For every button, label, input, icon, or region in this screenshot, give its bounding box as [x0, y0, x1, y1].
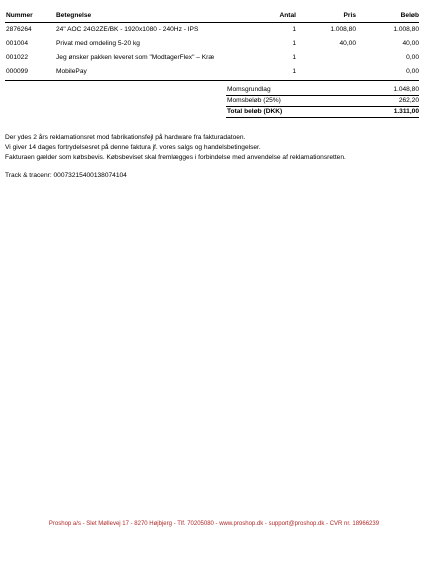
row-amount: 40,00 [402, 40, 419, 47]
row-number: 000099 [6, 68, 29, 75]
table-row [0, 40, 428, 50]
row-number: 2876264 [6, 26, 32, 33]
header-description: Betegnelse [56, 12, 92, 19]
vat-value: 262,20 [398, 97, 419, 104]
row-amount: 0,00 [406, 54, 419, 61]
row-qty: 1 [292, 54, 296, 61]
row-price: 40,00 [339, 40, 356, 47]
subtotal-divider [226, 95, 419, 96]
note-receipt: Fakturaen gælder som købsbevis. Købsbeviset skal fremlægges i forbindelse med anvendelse af reklamationsretten. [5, 154, 346, 161]
row-price: 1.008,80 [330, 26, 356, 33]
row-number: 001022 [6, 54, 29, 61]
row-description: 24" AOC 24G2ZE/BK - 1920x1080 - 240Hz - IPS [56, 26, 199, 33]
table-row [0, 68, 428, 78]
header-divider [5, 22, 419, 23]
subtotal-label: Momsgrundlag [227, 86, 271, 93]
table-row [0, 54, 428, 64]
table-row [0, 26, 428, 36]
vat-divider [226, 106, 419, 107]
subtotal-value: 1.048,80 [393, 86, 419, 93]
header-number: Nummer [6, 12, 33, 19]
note-warranty: Der ydes 2 års reklamationsret mod fabrikationsfejl på hardware fra fakturadatoen. [5, 134, 246, 141]
row-description: Jeg ønsker pakken leveret som "ModtagerFlex" – Kræ [56, 54, 215, 61]
header-qty: Antal [279, 12, 296, 19]
row-number: 001004 [6, 40, 29, 47]
vat-label: Momsbeløb (25%) [227, 97, 281, 104]
row-qty: 1 [292, 26, 296, 33]
total-label: Total beløb (DKK) [227, 108, 283, 115]
total-divider [226, 117, 419, 118]
row-description: Privat med omdeling 5-20 kg [56, 40, 140, 47]
company-footer: Proshop a/s - Slet Møllevej 17 - 8270 Højbjerg - Tlf. 70205080 - www.proshop.dk - support@proshop.dk - CVR nr. 18966239 [48, 521, 380, 527]
row-amount: 0,00 [406, 68, 419, 75]
row-description: MobilePay [56, 68, 87, 75]
row-amount: 1.008,80 [393, 26, 419, 33]
header-amount: Beløb [400, 12, 419, 19]
total-value: 1.311,00 [393, 108, 419, 115]
row-qty: 1 [292, 40, 296, 47]
tracking-number: Track & tracenr: 00073215400138074104 [5, 172, 127, 179]
note-return-policy: Vi giver 14 dages fortrydelsesret på denne faktura jf. vores salgs og handelsbetingelser. [5, 144, 261, 151]
row-qty: 1 [292, 68, 296, 75]
header-price: Pris [343, 12, 356, 19]
table-bottom-divider [5, 80, 419, 81]
